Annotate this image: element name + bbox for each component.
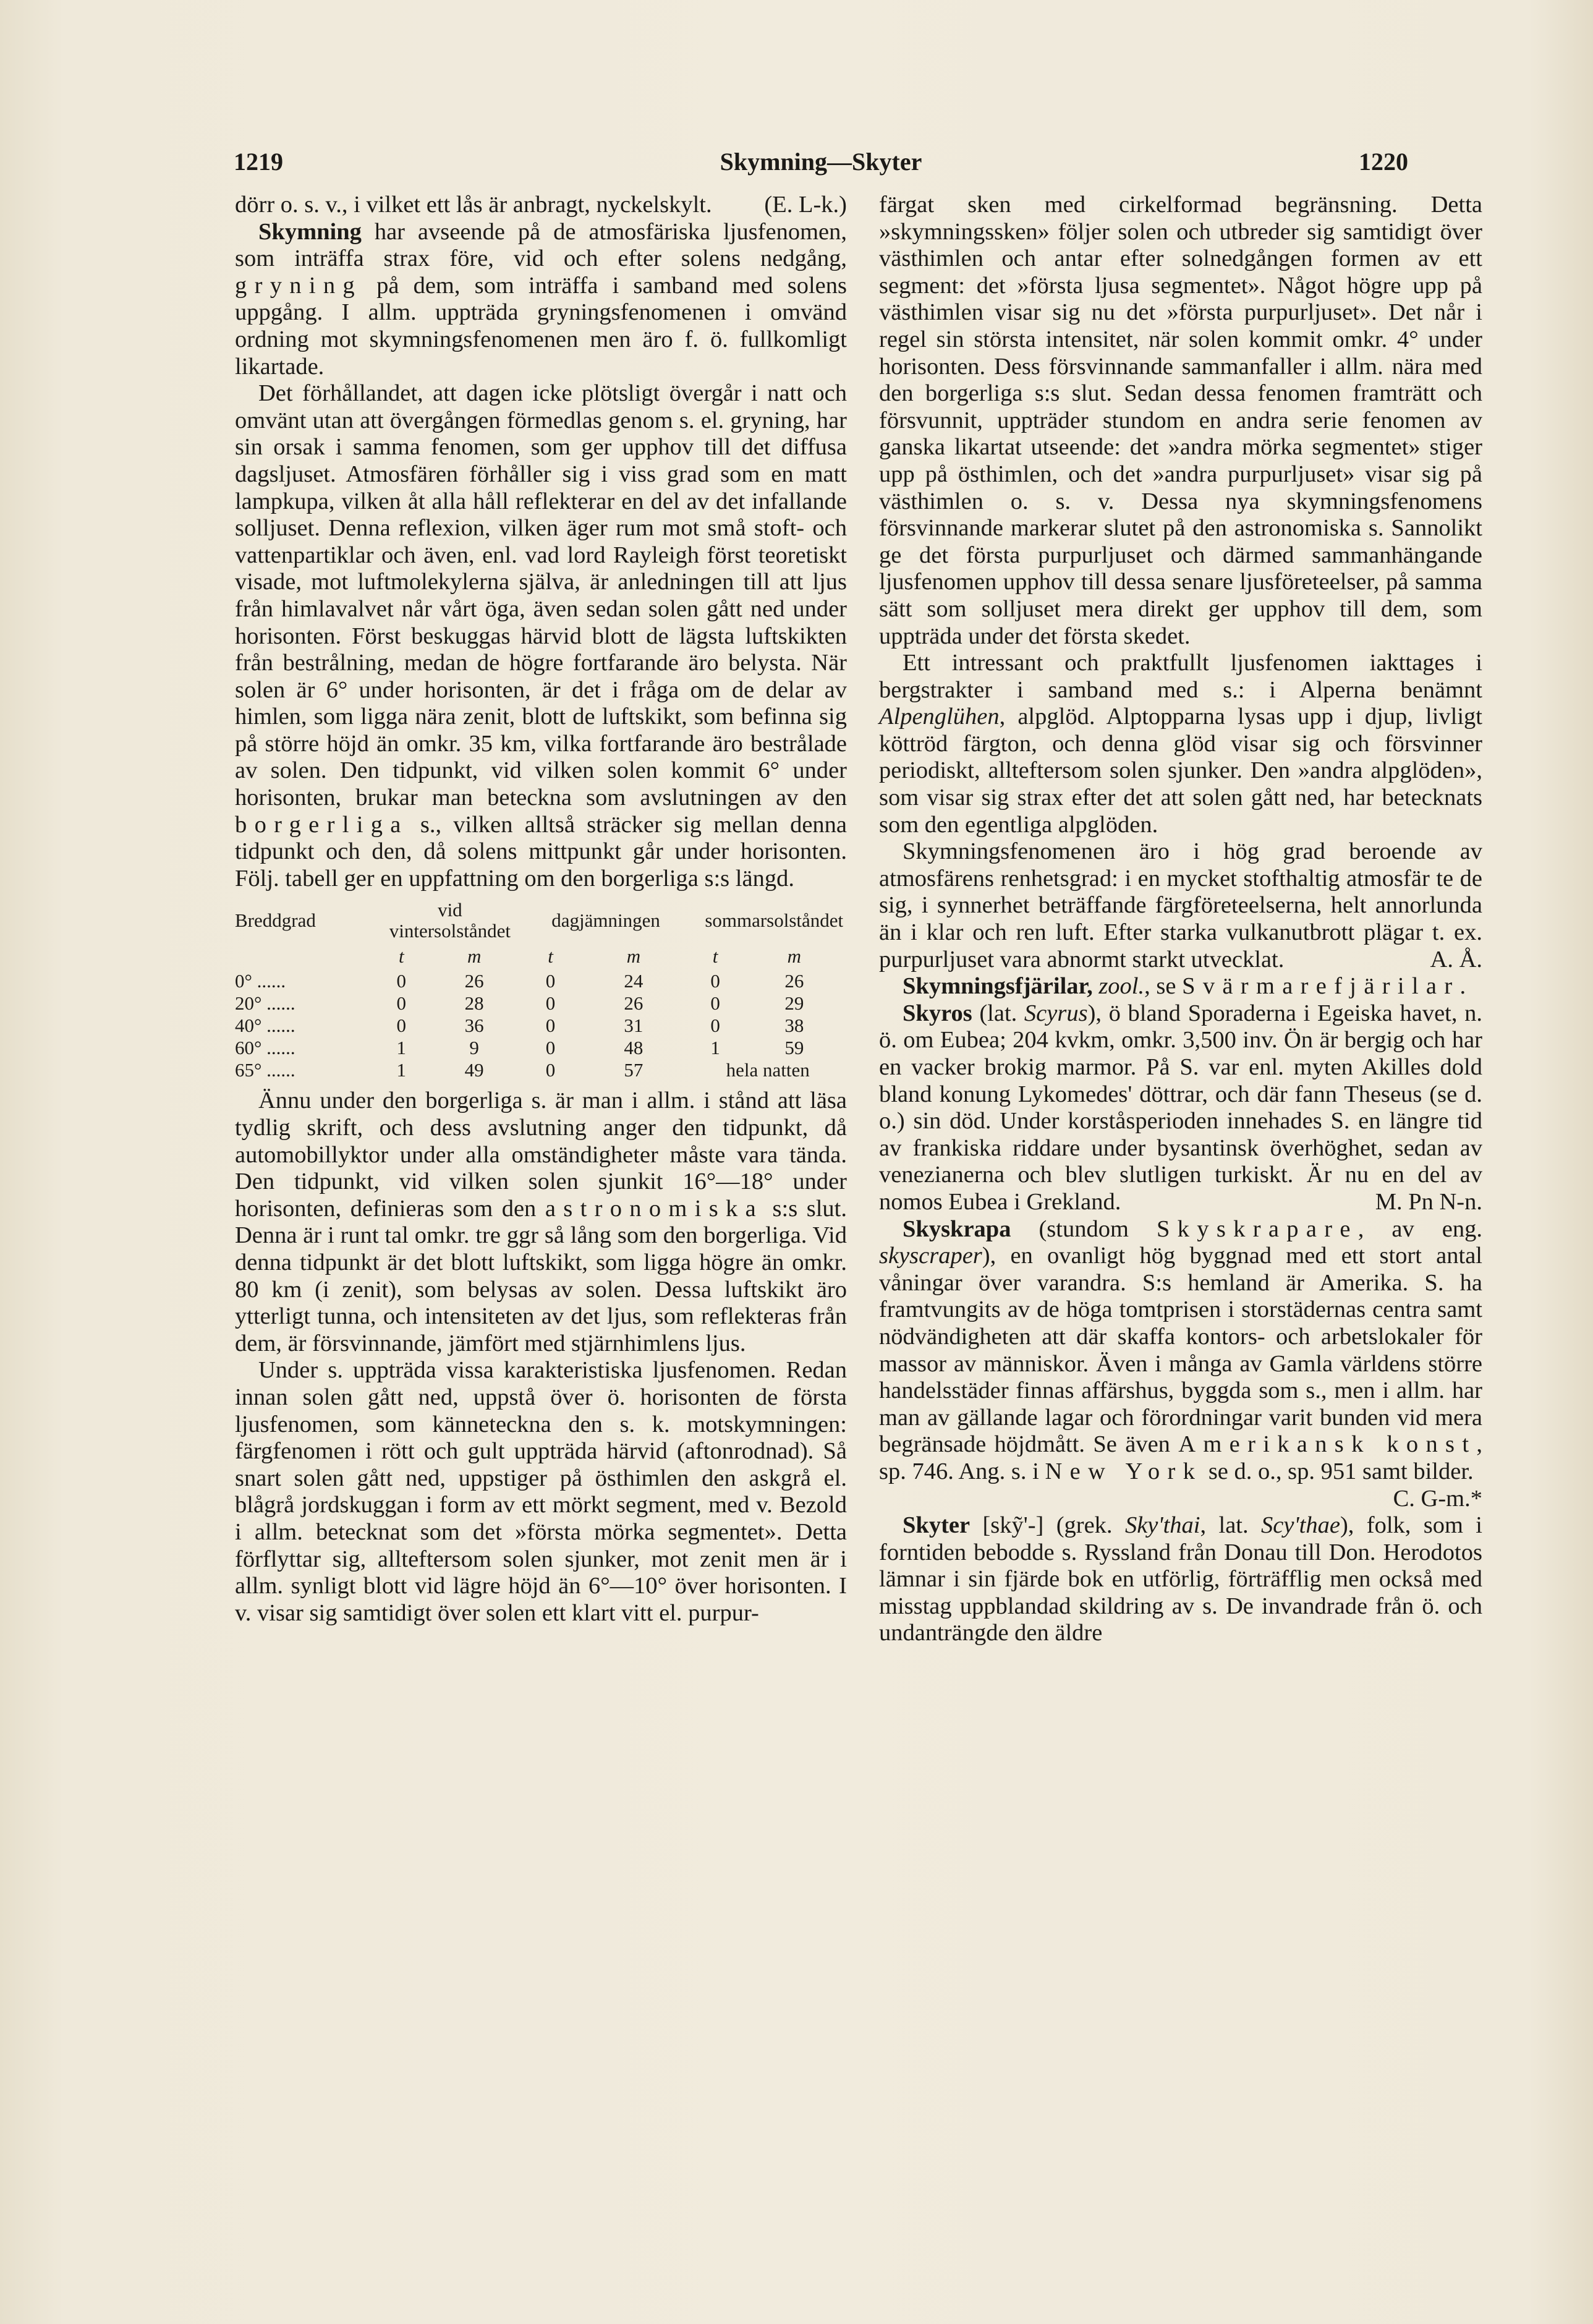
page-header — [234, 147, 1408, 190]
entry-continuation: dörr o. s. v., i vilket ett lås är anbragt, nyckelskylt. (E. L-k.) — [235, 192, 847, 218]
paragraph: Ett intressant och praktfullt ljusfenomen iakttages i bergstrakter i samband med s.: i Alperna benämnt Alpenglühen, alpglöd. Alptopparna lysas upp i djup, livligt köttröd färgton, och denna glöd visar sig och försvinner periodiskt, allteftersom solen sjunker. Den »andra alpglöden», som visar sig strax efter det att solen gått ned, har betecknats som den egentliga alpglöden. — [879, 650, 1482, 838]
table-row: 60° ...... 1 9 0 48 1 59 — [235, 1037, 804, 1059]
headword: Skyros — [903, 1000, 972, 1026]
author-signature: (E. L-k.) — [764, 192, 847, 218]
table-row: 65° ...... 1 49 0 57 hela natten — [235, 1059, 810, 1081]
paragraph: färgat sken med cirkelformad begränsning. Detta »skymningssken» följer solen och utbreder sig samtidigt över västhimlen och antar efter solnedgången formen av ett segment: det »första ljusa segmentet». Något högre upp på västhimlen visar sig nu det »första purpurljuset». Det når i regel sin största intensitet, när solen kommit omkr. 4° under horisonten. Dess försvinnande sammanfaller i allm. nära med den borgerliga s:s slut. Sedan dessa fenomen framträtt och försvunnit, uppträder stundom en andra serie fenomen av ganska likartat utseende: det »andra mörka segmentet» stiger upp på östhimlen, och det »andra purpurljuset» visar sig på västhimlen o. s. v. Dessa nya skymningsfenomens försvinnande markerar slutet på den astronomiska s. Sannolikt ge det första purpurljuset och därmed sammanhängande ljusfenomen upphov till dessa senare ljusföreteelser, på samma sätt som solljuset mera direkt ger upphov till dem, som uppträda under det första skedet. — [879, 192, 1482, 649]
column-number-left: 1219 — [234, 148, 283, 176]
headword: Skymning — [258, 218, 362, 245]
table-row: 40° ...... 0 36 0 31 0 38 — [235, 1015, 804, 1037]
entry-skyter: Skyter [skỹ'-] (grek. Sky'thai, lat. Scy'thae), folk, som i forntiden bebodde s. Ryssland från Donau till Don. Herodotos lämnar i sin fjärde bok en utförlig, förträfflig men också med misstag uppblandad skildring av s. De invandrade från ö. och undanträngde den äldre — [879, 1512, 1483, 1646]
twilight-duration-table — [235, 900, 847, 1081]
table-header-row: Breddgrad vid vintersolståndet dagjämningen sommarsolståndet — [235, 899, 844, 942]
author-signature: M. Pn N-n. — [1375, 1188, 1482, 1215]
author-signature: C. G-m.* — [1393, 1485, 1482, 1512]
running-title: Skymning—Skyter — [720, 148, 922, 176]
right-column — [879, 192, 1482, 1647]
table-row: 0° ...... 0 26 0 24 0 26 — [235, 970, 804, 992]
author-signature: A. Å. — [1430, 946, 1482, 973]
table-row: 20° ...... 0 28 0 26 0 29 — [235, 992, 804, 1015]
table-unit-row: t m t m t m — [398, 945, 802, 968]
left-column — [235, 192, 847, 1627]
entry-skyros: Skyros (lat. Scyrus), ö bland Sporaderna i Egeiska havet, n. ö. om Eubea; 204 kvkm, omkr. 3,500 inv. Ön är bergig och har en vacker brokig marmor. På S. var enl. myten Akilles dold bland konung Lykomedes' döttrar, och där fann Theseus (se d. o.) sin död. Under korståsperioden innehades S. en längre tid av frankiska riddare under bysantinsk överhöghet, sedan av venezianerna och blev slutligen turkiskt. Är nu en del av nomos Eubea i Grekland. M. Pn N-n. — [879, 1000, 1482, 1215]
column-number-right: 1220 — [1359, 148, 1408, 176]
entry-skymning: Skymning har avseende på de atmosfäriska ljusfenomen, som inträffa strax före, vid och efter solens nedgång, gryning på dem, som inträffa i samband med solens uppgång. I allm. uppträda gryningsfenomenen i omvänd ordning mot skymningsfenomenen men äro f. ö. fullkomligt likartade. — [235, 218, 847, 380]
entry-skymningsfjarilar: Skymningsfjärilar, zool., se Svärmarefjärilar. — [903, 973, 1466, 1000]
paragraph: Det förhållandet, att dagen icke plötsligt övergår i natt och omvänt utan att övergången förmedlas genom s. el. gryning, har sin orsak i samma fenomen, som ger upphov till det diffusa dagsljuset. Atmosfären förhåller sig i viss grad som en matt lampkupa, vilken åt alla håll reflekterar en del av det infallande solljuset. Denna reflexion, vilken äger rum mot små stoft- och vattenpartiklar och även, enl. vad lord Rayleigh först teoretiskt visade, mot luftmolekylerna själva, är anledningen till att ljus från himlavalvet når vårt öga, även sedan solen gått ned under horisonten. Först beskuggas härvid blott de lägsta luftskikten från bestrålning, medan de högre fortfarande äro belysta. När solen är 6° under horisonten, är det i fråga om de delar av himlen, som ligga nära zenit, blott de luftskikt, som befinna sig på större höjd än omkr. 35 km, vilka fortfarande äro bestrålade av solen. Den tidpunkt, vid vilken solen kommit 6° under horisonten, brukar man beteckna som avslutningen av den borgerliga s., vilken alltså sträcker sig mellan denna tidpunkt och den, då solens mittpunkt går under horisonten. Följ. tabell ger en uppfattning om den borgerliga s:s längd. — [235, 380, 847, 892]
paragraph: Ännu under den borgerliga s. är man i allm. i stånd att läsa tydlig skrift, och dess avslutning anger den tidpunkt, då automobillyktor under alla omständigheter måste vara tända. Den tidpunkt, vid vilken solen sjunkit 16°—18° under horisonten, definieras som den astronomiska s:s slut. Denna är i runt tal omkr. tre ggr så lång som den borgerliga. Vid denna tidpunkt är det blott luftskikt, som ligga högre än omkr. 80 km (i zenit), som belysas av solen. Dessa luftskikt äro ytterligt tunna, och intensiteten av det ljus, som reflekteras från dem, är försvinnande, jämfört med stjärnhimlens ljus. — [235, 1088, 847, 1356]
headword: Skyskrapa — [903, 1215, 1011, 1242]
entry-skyskrapa: Skyskrapa (stundom Skyskrapare, av eng. skyscraper), en ovanligt hög byggnad med ett stort antal våningar över varandra. S:s hemland är Amerika. S. ha framtvungits av de höga tomtprisen i storstädernas centra samt nödvändigheten att där skaffa kontors- och arbetslokaler för massor av människor. Även i många av Gamla världens större handelsstäder finnas affärshus, byggda som s., men i allm. har man av gällande lagar och förordningar varit bunden vid mera begränsade höjdmått. Se även Amerikansk konst, sp. 746. Ang. s. i New York se d. o., sp. 951 samt bilder. C. G-m.* — [879, 1215, 1482, 1512]
paragraph: Skymningsfenomenen äro i hög grad beroende av atmosfärens renhetsgrad: i en mycket stofthaltig atmosfär te de sig, i synnerhet beträffande färgföreteelserna, helt annorlunda än i klar och ren luft. Efter starka vulkanutbrott plägar t. ex. purpurljuset vara abnormt starkt utvecklat. A. Å. — [879, 838, 1482, 973]
paragraph: Under s. uppträda vissa karakteristiska ljusfenomen. Redan innan solen gått ned, uppstå över ö. horisonten de första ljusfenomen, som känneteckna den s. k. motskymningen: färgfenomen i rött och gult uppträda härvid (aftonrodnad). Så snart solen gått ned, uppstiger på östhimlen den askgrå el. blågrå jordskuggan i form av ett mörkt segment, med v. Bezold i allm. betecknat som det »första mörka segmentet». Detta förflyttar sig, allteftersom solen sjunker, mot zenit men är i allm. synligt blott vid lägre höjd än 6°—10° över horisonten. I v. visar sig samtidigt över solen ett klart vitt el. purpur- — [235, 1357, 847, 1626]
headword: Skymningsfjärilar, — [903, 973, 1093, 1000]
headword: Skyter — [903, 1512, 971, 1539]
